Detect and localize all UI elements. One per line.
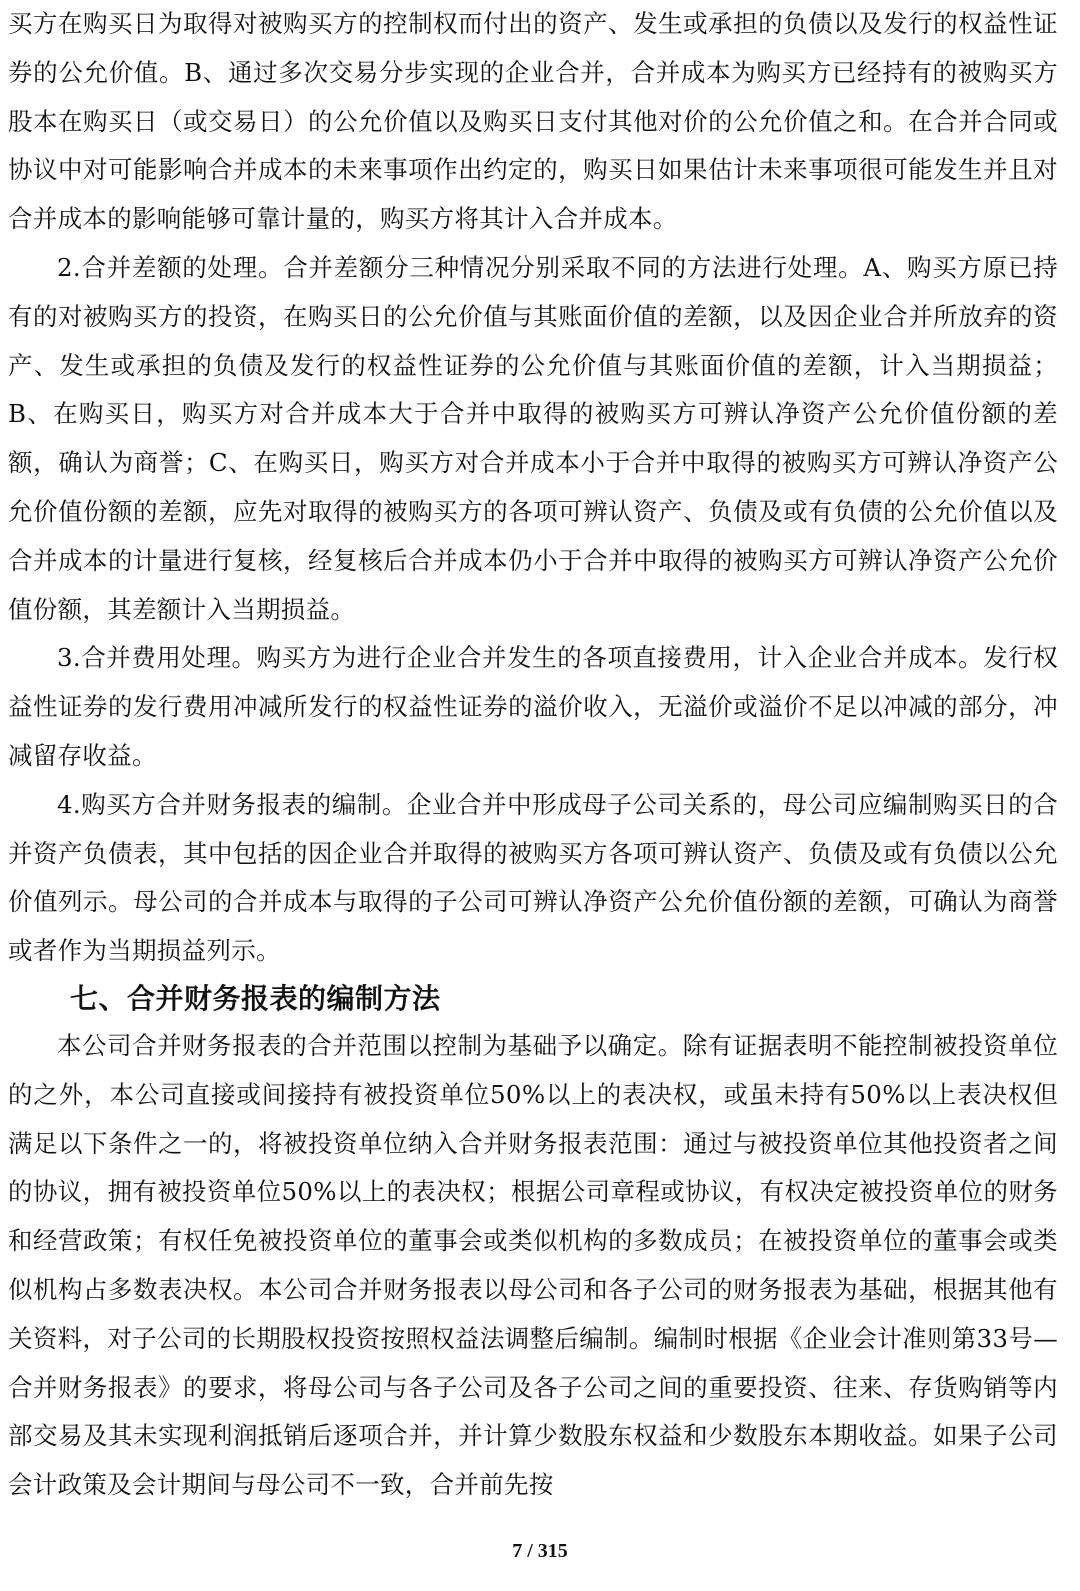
paragraph-merger-difference: 2.合并差额的处理。合并差额分三种情况分别采取不同的方法进行处理。A、购买方原已持有的对被购买方的投资，在购买日的公允价值与其账面价值的差额，以及因企业合并所放弃的资产、发生或承担的负债及发行的权益性证券的公允价值与其账面价值的差额，计入当期损益；B、在购买日，购买方对合并成本大于合并中取得的被购买方可辨认净资产公允价值份额的差额，确认为商誉；C、在购买日，购买方对合并成本小于合并中取得的被购买方可辨认净资产公允价值份额的差额，应先对取得的被购买方的各项可辨认资产、负债及或有负债的公允价值以及合并成本的计量进行复核，经复核后合并成本仍小于合并中取得的被购买方可辨认净资产公允价值份额，其差额计入当期损益。 [8,252,1058,624]
paragraph-purchase-cost: 买方在购买日为取得对被购买方的控制权而付出的资产、发生或承担的负债以及发行的权益性证券的公允价值。B、通过多次交易分步实现的企业合并，合并成本为购买方已经持有的被购买方股本在购买日（或交易日）的公允价值以及购买日支付其他对价的公允价值之和。在合并合同或协议中对可能影响合并成本的未来事项作出约定的，购买日如果估计未来事项很可能发生并且对合并成本的影响能够可靠计量的，购买方将其计入合并成本。 [8,9,1058,234]
paragraph-merger-expenses: 3.合并费用处理。购买方为进行企业合并发生的各项直接费用，计入企业合并成本。发行权益性证券的发行费用冲减所发行的权益性证券的溢价收入，无溢价或溢价不足以冲减的部分，冲减留存收益。 [8,643,1058,770]
document-page [8,0,1058,1510]
paragraph-consolidated-statements: 4.购买方合并财务报表的编制。企业合并中形成母子公司关系的，母公司应编制购买日的合并资产负债表，其中包括的因企业合并取得的被购买方各项可辨认资产、负债及或有负债以公允价值列示。母公司的合并成本与取得的子公司可辨认净资产公允价值份额的差额，可确认为商誉或者作为当期损益列示。 [8,789,1058,966]
section-heading: 七、合并财务报表的编制方法 [70,981,441,1015]
paragraph-consolidation-scope: 本公司合并财务报表的合并范围以控制为基础予以确定。除有证据表明不能控制被投资单位的之外，本公司直接或间接持有被投资单位50%以上的表决权，或虽未持有50%以上表决权但满足以下条件之一的，将被投资单位纳入合并财务报表范围：通过与被投资单位其他投资者之间的协议，拥有被投资单位50%以上的表决权；根据公司章程或协议，有权决定被投资单位的财务和经营政策；有权任免被投资单位的董事会或类似机构的多数成员；在被投资单位的董事会或类似机构占多数表决权。本公司合并财务报表以母公司和各子公司的财务报表为基础，根据其他有关资料，对子公司的长期股权投资按照权益法调整后编制。编制时根据《企业会计准则第33号—合并财务报表》的要求，将母公司与各子公司及各子公司之间的重要投资、往来、存货购销等内部交易及其未实现利润抵销后逐项合并，并计算少数股东权益和少数股东本期收益。如果子公司会计政策及会计期间与母公司不一致，合并前先按 [8,1030,1058,1500]
page-number: 7 / 315 [512,1540,568,1562]
